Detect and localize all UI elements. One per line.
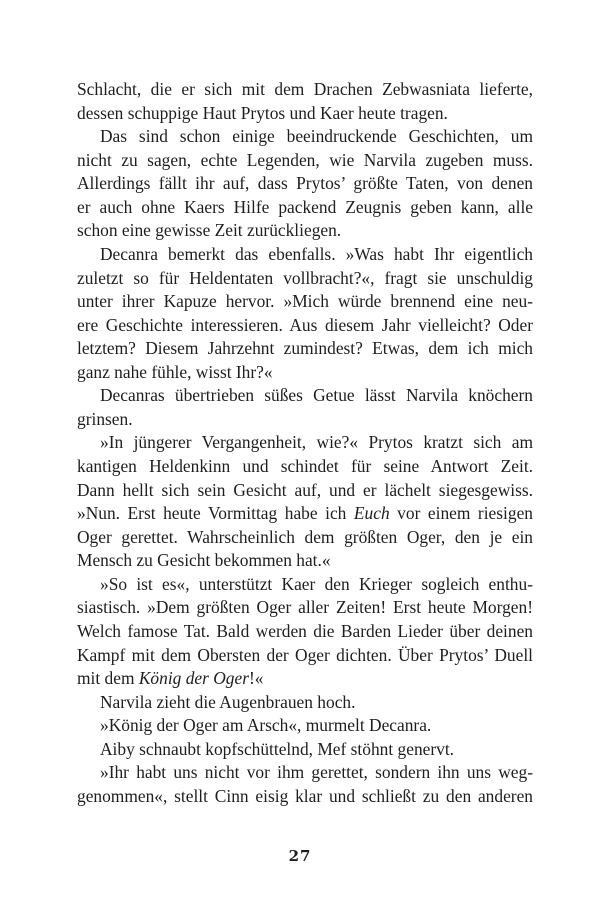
text-line: Welch famose Tat. Bald werden die Barden Lieder über deinen (77, 620, 533, 641)
text-line: zuletzt so für Heldentaten vollbracht?«, fragt sie unschuldig (77, 267, 533, 288)
text-line: »König der Oger am Arsch«, murmelt Decanra. (100, 715, 432, 736)
text-line: Kampf mit dem Obersten der Oger dichten. Über Prytos’ Duell (77, 644, 533, 665)
text-line: Decanra bemerkt das ebenfalls. »Was habt Ihr eigentlich (100, 243, 533, 264)
text-line: Aiby schnaubt kopfschüttelnd, Mef stöhnt genervt. (100, 738, 455, 759)
text-line: siastisch. »Dem größten Oger aller Zeiten! Erst heute Morgen! (77, 597, 533, 618)
text-line: er auch ohne Kaers Hilfe packend Zeugnis geben kann, alle (77, 196, 533, 217)
page-number: 27 (288, 847, 312, 865)
text-line: Schlacht, die er sich mit dem Drachen Zebwasniata lieferte, (77, 79, 533, 99)
text-line: dessen schuppige Haut Prytos und Kaer heute tragen. (77, 102, 448, 123)
text-line: ganz nahe fühle, wisst Ihr?« (77, 361, 273, 382)
text-line: kantigen Heldenkinn und schindet für seine Antwort Zeit. (77, 456, 533, 476)
text-segment: vor einem riesigen (389, 503, 533, 524)
paragraph (77, 78, 533, 125)
paragraph (77, 125, 533, 243)
text-segment: mit dem (77, 668, 139, 689)
paragraph (77, 738, 533, 762)
paragraph (77, 761, 533, 808)
text-line: Das sind schon einige beeindruckende Geschichten, um (100, 126, 533, 147)
text-line (77, 667, 533, 691)
paragraph (77, 573, 533, 691)
text-line: Decanras übertrieben süßes Getue lässt Narvila knöchern (100, 385, 533, 406)
text-line (77, 502, 533, 526)
paragraph (77, 691, 533, 715)
paragraph (77, 431, 533, 572)
paragraph (77, 714, 533, 738)
text-line: »So ist es«, unterstützt Kaer den Krieger sogleich enthu- (100, 573, 533, 594)
italic-text: König der Oger (138, 668, 249, 689)
text-line: unter ihrer Kapuze hervor. »Mich würde brennend eine neu- (77, 291, 533, 312)
paragraph (77, 243, 533, 384)
text-line: Mensch zu Gesicht bekommen hat.« (77, 550, 331, 571)
body-text (77, 78, 533, 808)
text-line: grinsen. (77, 408, 133, 429)
text-line: nicht zu sagen, echte Legenden, wie Narvila zugeben muss. (77, 149, 533, 170)
italic-text: Euch (353, 503, 390, 524)
text-line: Oger gerettet. Wahrscheinlich dem größten Oger, den je ein (77, 526, 533, 547)
text-line: Allerdings fällt ihr auf, dass Prytos’ größte Taten, von denen (77, 173, 533, 194)
text-line: ere Geschichte interessieren. Aus diesem Jahr vielleicht? Oder (77, 314, 533, 335)
text-line: Narvila zieht die Augenbrauen hoch. (100, 691, 356, 712)
text-line: »In jüngerer Vergangenheit, wie?« Prytos kratzt sich am (100, 432, 533, 453)
paragraph (77, 384, 533, 431)
text-line: schon eine gewisse Zeit zurückliegen. (77, 220, 342, 241)
text-segment: »Nun. Erst heute Vormittag habe ich (77, 503, 354, 524)
text-line: »Ihr habt uns nicht vor ihm gerettet, sondern ihn uns weg- (100, 762, 533, 783)
text-segment: !« (248, 668, 264, 689)
text-line: genommen«, stellt Cinn eisig klar und schließt zu den anderen (77, 785, 533, 806)
text-line: letztem? Diesem Jahrzehnt zumindest? Etwas, dem ich mich (77, 338, 533, 359)
text-line: Dann hellt sich sein Gesicht auf, und er lächelt siegesgewiss. (77, 479, 533, 500)
